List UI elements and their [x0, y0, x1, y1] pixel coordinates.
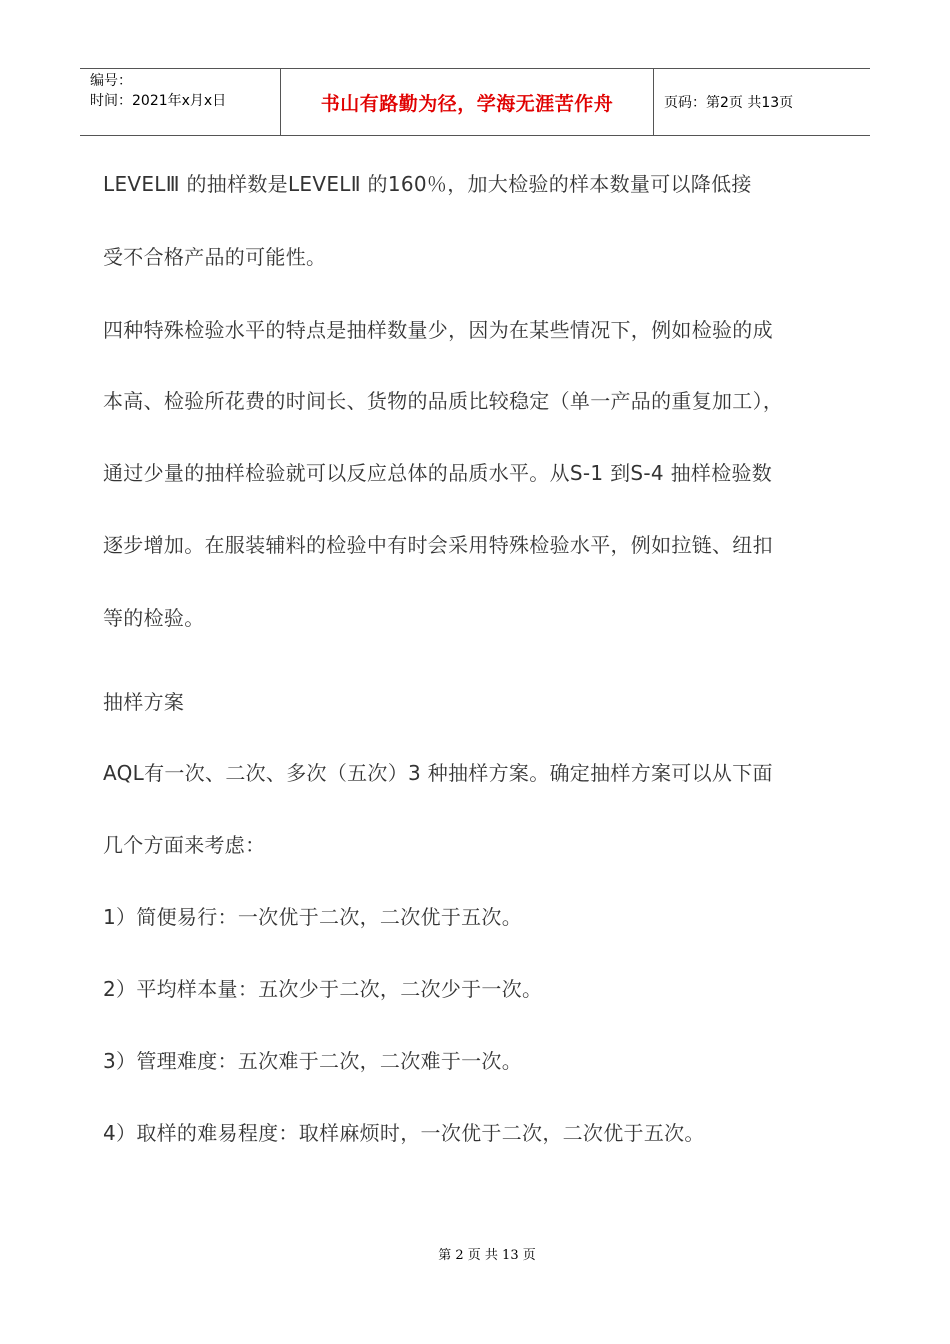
body-line: 本高、检验所花费的时间长、货物的品质比较稳定（单一产品的重复加工）， — [103, 389, 784, 413]
header-table — [80, 68, 870, 136]
body-line: 四种特殊检验水平的特点是抽样数量少，因为在某些情况下，例如检验的成 — [103, 318, 773, 342]
body-line: 逐步增加。在服装辅料的检验中有时会采用特殊检验水平，例如拉链、纽扣 — [103, 533, 773, 557]
body-line: 等的检验。 — [103, 606, 205, 630]
document-number-label: 编号： — [90, 73, 132, 89]
body-line: LEVELⅢ 的抽样数是LEVELⅡ 的160％，加大检验的样本数量可以降低接 — [103, 172, 752, 196]
document-time-label: 时间：2021年x月x日 — [90, 93, 227, 109]
list-item: 2）平均样本量：五次少于二次，二次少于一次。 — [103, 977, 543, 1001]
body-line: AQL有一次、二次、多次（五次）3 种抽样方案。确定抽样方案可以从下面 — [103, 761, 773, 785]
list-item: 3）管理难度：五次难于二次，二次难于一次。 — [103, 1049, 523, 1073]
header-page-info: 页码：第2页 共13页 — [664, 95, 794, 111]
header-meta-cell — [80, 69, 281, 135]
page-footer: 第 2 页 共 13 页 — [438, 1248, 536, 1263]
list-item: 4）取样的难易程度：取样麻烦时，一次优于二次，二次优于五次。 — [103, 1121, 705, 1145]
body-line: 通过少量的抽样检验就可以反应总体的品质水平。从S-1 到S-4 抽样检验数 — [103, 461, 773, 485]
header-page-cell — [654, 69, 870, 135]
body-line: 几个方面来考虑： — [103, 833, 266, 857]
header-motto: 书山有路勤为径，学海无涯苦作舟 — [320, 92, 614, 115]
header-motto-cell — [281, 69, 654, 135]
section-heading: 抽样方案 — [103, 690, 185, 714]
body-line: 受不合格产品的可能性。 — [103, 245, 327, 269]
list-item: 1）简便易行：一次优于二次，二次优于五次。 — [103, 905, 523, 929]
